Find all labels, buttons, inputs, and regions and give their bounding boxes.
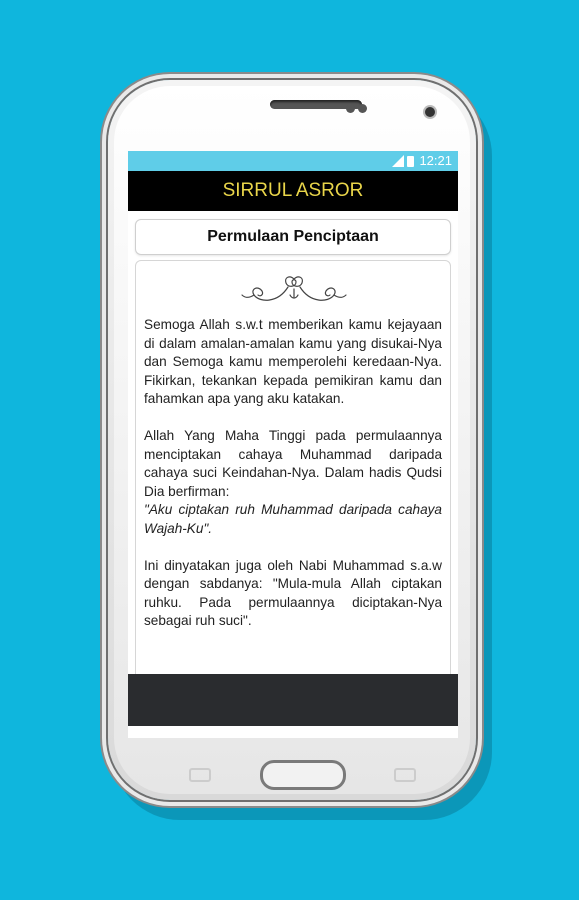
- signal-icon: [392, 155, 404, 167]
- ad-banner-area: [128, 674, 458, 726]
- status-icons: [392, 155, 414, 167]
- content-panel[interactable]: [135, 260, 451, 702]
- light-sensor: [358, 104, 367, 113]
- app-title-bar: [128, 171, 458, 211]
- paragraph: Ini dinyatakan juga oleh Nabi Muhammad s.a.w dengan sabdanya: "Mula-mula Allah ciptakan ruhku. Pada permulaannya diciptakan-Nya sebagai ruh suci".: [144, 557, 442, 629]
- chapter-header: [135, 219, 451, 255]
- front-camera-icon: [425, 107, 435, 117]
- home-button[interactable]: [260, 760, 346, 790]
- status-bar: [128, 151, 458, 171]
- battery-icon: [407, 156, 414, 167]
- recent-apps-key[interactable]: [189, 768, 211, 782]
- chapter-title: Permulaan Penciptaan: [207, 228, 379, 245]
- phone-screen: [128, 151, 458, 738]
- status-time: 12:21: [419, 153, 452, 168]
- paragraph-text: Allah Yang Maha Tinggi pada permulaannya menciptakan cahaya Muhammad daripada cahaya suci Keindahan-Nya. Dalam hadis Qudsi Dia berfirman:: [144, 427, 442, 499]
- paragraph: Semoga Allah s.w.t memberikan kamu kejayaan di dalam amalan-amalan kamu yang disukai-Nya dan Semoga kamu memperolehi keredaan-Nya. Fikirkan, tekankan kepada pemikiran kamu dan fahamkan apa yang aku katakan.: [144, 317, 442, 407]
- app-title: SIRRUL ASROR: [222, 180, 364, 201]
- hadith-quote: "Aku ciptakan ruh Muhammad daripada cahaya Wajah-Ku".: [144, 502, 442, 536]
- chapter-text: [144, 316, 442, 649]
- proximity-sensor: [346, 104, 355, 113]
- paragraph: [144, 427, 442, 539]
- ornament-divider-icon: [240, 273, 348, 307]
- back-key[interactable]: [394, 768, 416, 782]
